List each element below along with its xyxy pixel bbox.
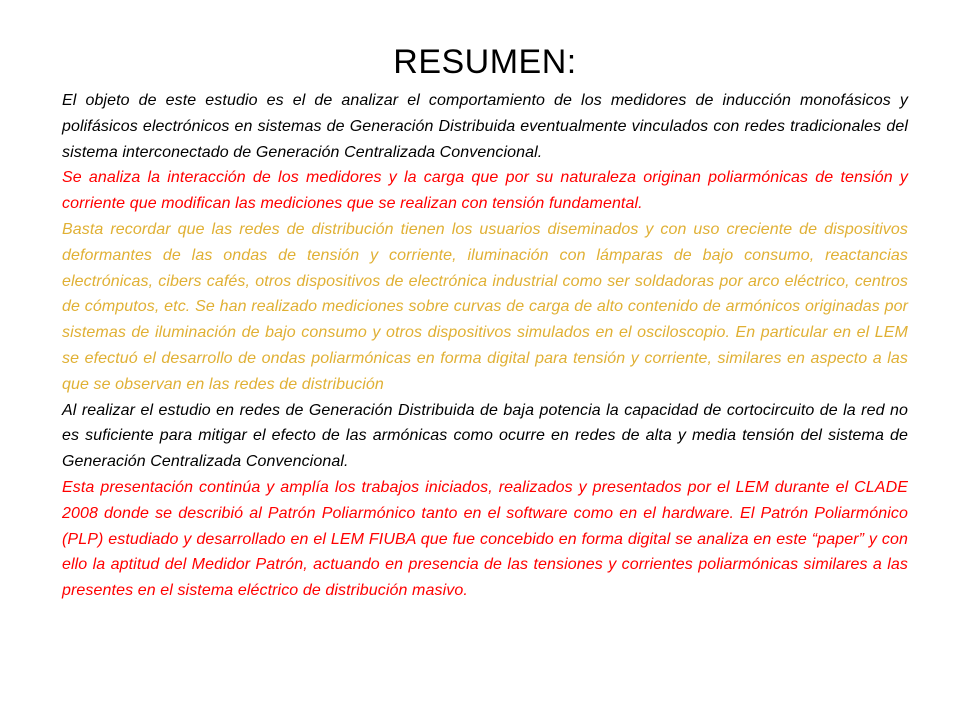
paragraph-objective: El objeto de este estudio es el de analizar el comportamiento de los medidores de inducción monofásicos y polifásicos electrónicos en sistemas de Generación Distribuida eventualmente vinculados con redes tradicionales del sistema interconectado de Generación Centralizada Convencional. bbox=[62, 92, 908, 161]
paragraph-short-circuit: Al realizar el estudio en redes de Generación Distribuida de baja potencia la capacidad de cortocircuito de la red no es suficiente para mitigar el efecto de las armónicas como ocurre en redes de alta y media tensión del sistema de Generación Centralizada Convencional. bbox=[62, 401, 908, 471]
paragraph-presentation: Esta presentación continúa y amplía los trabajos iniciados, realizados y presentados por el LEM durante el CLADE 2008 donde se describió al Patrón Poliarmónico tanto en el software como en el hardware. El Patrón Poliarmónico (PLP) estudiado y desarrollado en el LEM FIUBA que fue concebido en forma digital se analiza en este “paper” y con ello la aptitud del Medidor Patrón, actuando en presencia de las tensiones y corrientes poliarmónicas similares a las presentes en el sistema eléctrico de distribución masivo. bbox=[62, 478, 908, 600]
paragraph-interaction: Se analiza la interacción de los medidores y la carga que por su naturaleza originan poliarmónicas de tensión y corriente que modifican las mediciones que se realizan con tensión fundamental. bbox=[62, 169, 908, 213]
paragraph-distribution-networks: Basta recordar que las redes de distribución tienen los usuarios diseminados y con uso creciente de dispositivos deformantes de las ondas de tensión y corriente, iluminación con lámparas de bajo consumo, reactancias electrónicas, cibers cafés, otros dispositivos de electrónica industrial como ser soldadoras por arco eléctrico, centros de cómputos, etc. Se han realizado mediciones sobre curvas de carga de alto contenido de armónicos originadas por sistemas de iluminación de bajo consumo y otros dispositivos simulados en el osciloscopio. En particular en el LEM se efectuó el desarrollo de ondas poliarmónicas en forma digital para tensión y corriente, similares en aspecto a las que se observan en las redes de distribución bbox=[62, 220, 908, 393]
slide-title: RESUMEN: bbox=[393, 43, 577, 81]
